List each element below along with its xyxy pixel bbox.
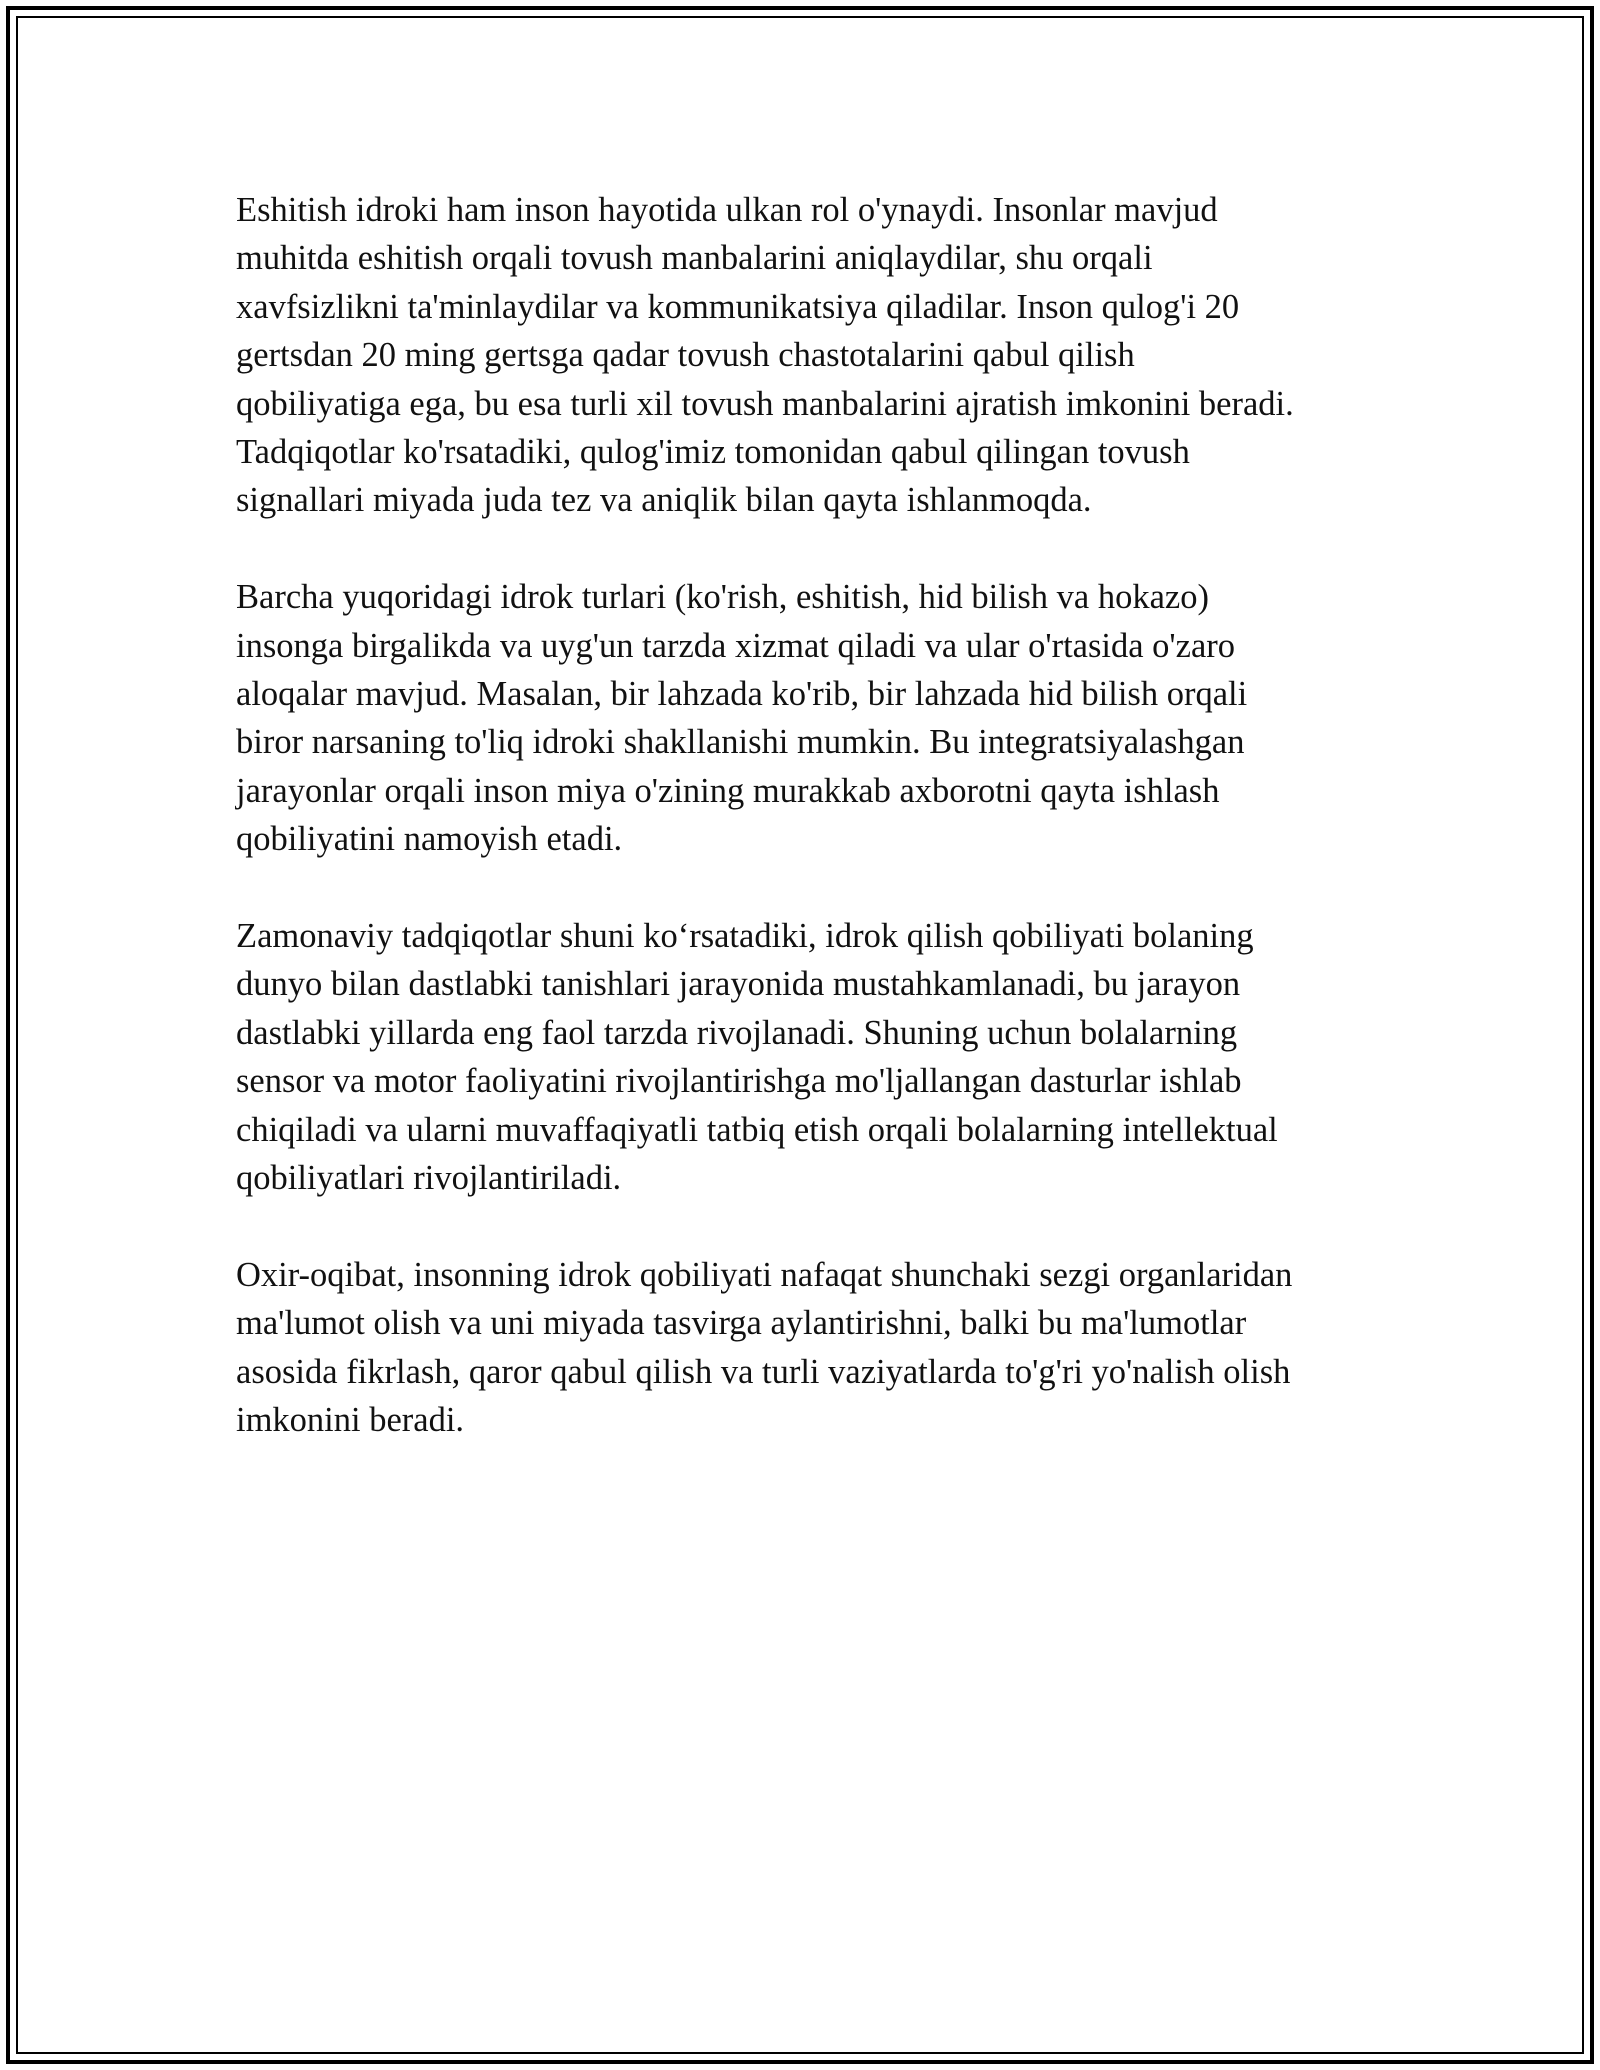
paragraph-4 xyxy=(236,1251,1386,1445)
paragraph-3 xyxy=(236,912,1386,1202)
text-line: qobiliyatiga ega, bu esa turli xil tovush manbalarini ajratish imkonini beradi. xyxy=(236,384,1294,423)
document-body xyxy=(236,186,1386,1493)
text-line: dastlabki yillarda eng faol tarzda rivojlanadi. Shuning uchun bolalarning xyxy=(236,1013,1238,1052)
text-line: chiqiladi va ularni muvaffaqiyatli tatbiq etish orqali bolalarning intellektual xyxy=(236,1110,1278,1149)
text-line: sensor va motor faoliyatini rivojlantirishga mo'ljallangan dasturlar ishlab xyxy=(236,1062,1242,1101)
text-line: gertsdan 20 ming gertsga qadar tovush chastotalarini qabul qilish xyxy=(236,336,1135,375)
paragraph-1 xyxy=(236,186,1386,525)
text-line: ma'lumot olish va uni miyada tasvirga aylantirishni, balki bu ma'lumotlar xyxy=(236,1304,1247,1343)
text-line: insonga birgalikda va uyg'un tarzda xizmat qiladi va ular o'rtasida o'zaro xyxy=(236,626,1236,665)
text-line: muhitda eshitish orqali tovush manbalarini aniqlaydilar, shu orqali xyxy=(236,239,1153,278)
text-line: xavfsizlikni ta'minlaydilar va kommunikatsiya qiladilar. Inson qulog'i 20 xyxy=(236,287,1240,326)
text-line: imkonini beradi. xyxy=(236,1401,465,1440)
text-line: dunyo bilan dastlabki tanishlari jarayonida mustahkamlanadi, bu jarayon xyxy=(236,965,1241,1004)
text-line: biror narsaning to'liq idroki shakllanishi mumkin. Bu integratsiyalashgan xyxy=(236,723,1245,762)
paragraph-2 xyxy=(236,573,1386,863)
text-line: qobiliyatini namoyish etadi. xyxy=(236,820,623,859)
text-line: Eshitish idroki ham inson hayotida ulkan rol o'ynaydi. Insonlar mavjud xyxy=(236,191,1218,229)
text-line: Oxir-oqibat, insonning idrok qobiliyati nafaqat shunchaki sezgi organlaridan xyxy=(236,1255,1293,1294)
text-line: qobiliyatlari rivojlantiriladi. xyxy=(236,1159,622,1198)
text-line: Zamonaviy tadqiqotlar shuni ko‘rsatadiki, idrok qilish qobiliyati bolaning xyxy=(236,917,1254,956)
text-line: Tadqiqotlar ko'rsatadiki, qulog'imiz tomonidan qabul qilingan tovush xyxy=(236,433,1190,472)
text-line: jarayonlar orqali inson miya o'zining murakkab axborotni qayta ishlash xyxy=(236,771,1220,810)
text-line: aloqalar mavjud. Masalan, bir lahzada ko'rib, bir lahzada hid bilish orqali xyxy=(236,675,1248,714)
text-line: Barcha yuqoridagi idrok turlari (ko'rish, eshitish, hid bilish va hokazo) xyxy=(236,578,1209,617)
text-line: signallari miyada juda tez va aniqlik bilan qayta ishlanmoqda. xyxy=(236,481,1092,520)
text-line: asosida fikrlash, qaror qabul qilish va turli vaziyatlarda to'g'ri yo'nalish olish xyxy=(236,1352,1291,1391)
